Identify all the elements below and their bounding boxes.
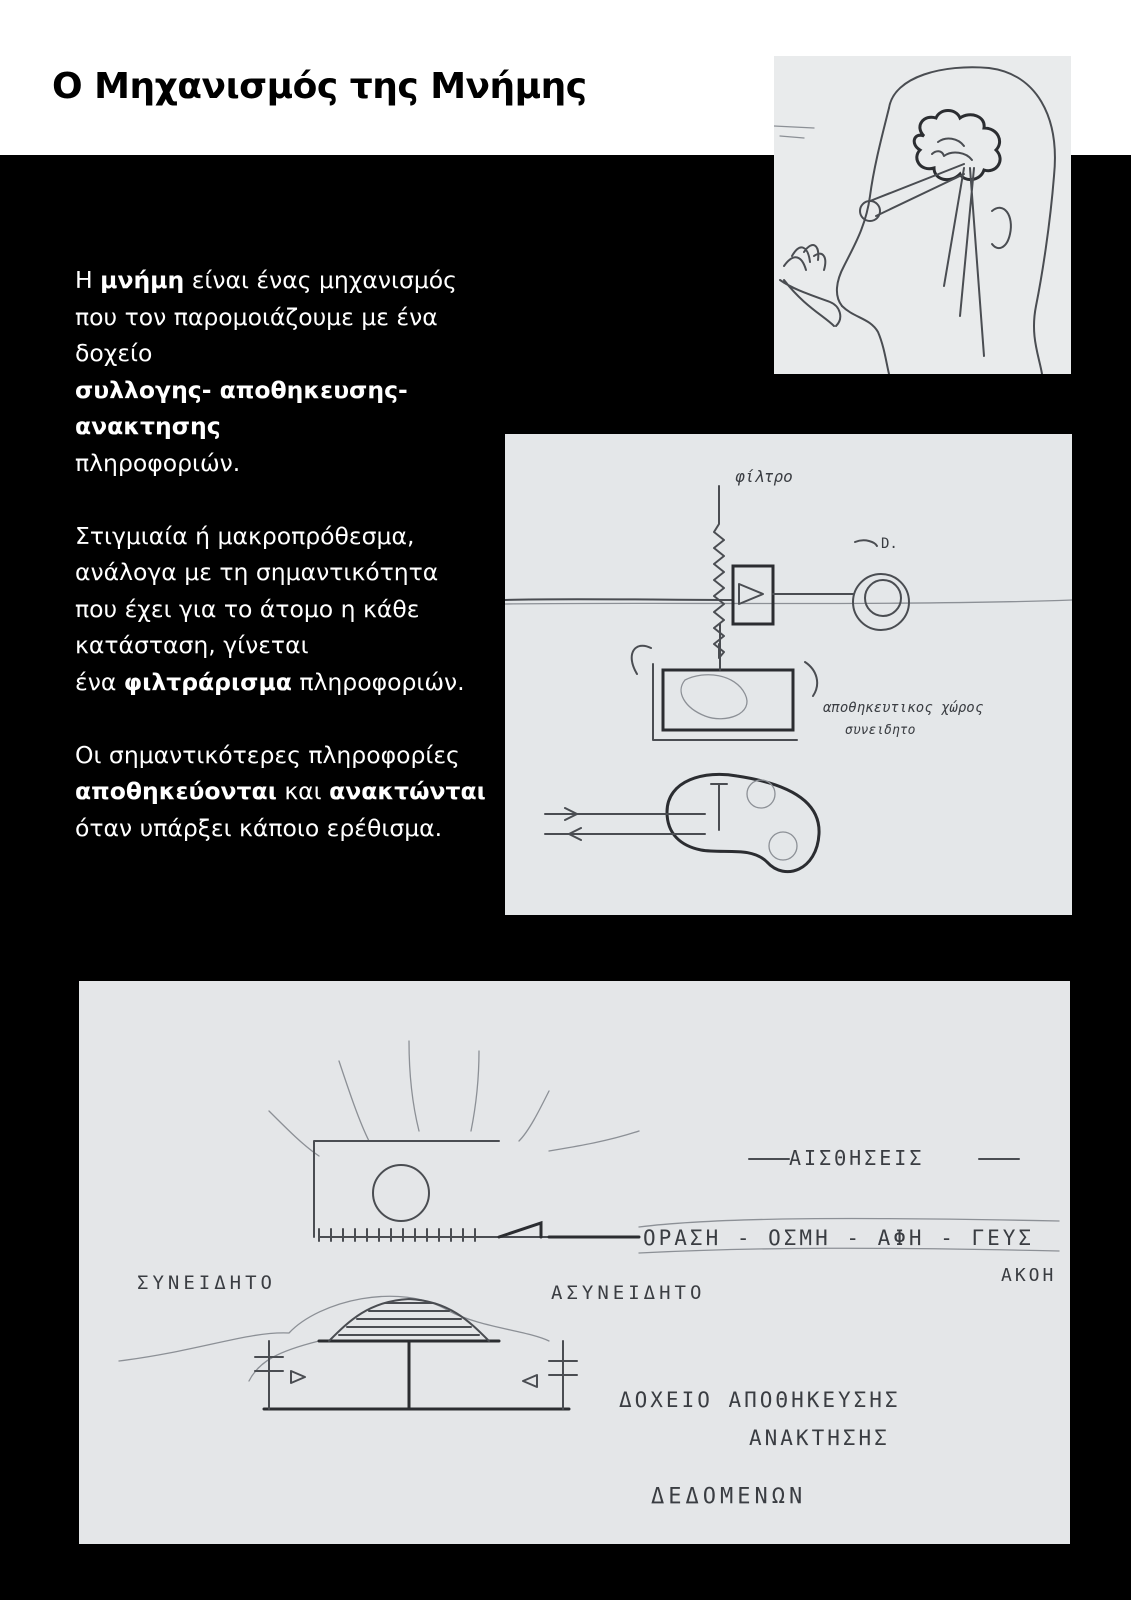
paragraph-2 (75, 518, 495, 701)
container-drawing (79, 981, 1070, 1544)
storage-label-1: αποθηκευτικος χώρος (823, 700, 984, 716)
p2-line-1: Στιγμιαία ή μακροπρόθεσμα, (75, 521, 415, 550)
keyword-stored: αποθηκεύονται (75, 777, 277, 805)
head-brain-sketch (774, 56, 1071, 374)
body-text (75, 262, 495, 883)
filter-drawing (505, 434, 1072, 915)
paragraph-3 (75, 737, 495, 847)
p3-l2-text-b: και (276, 777, 330, 805)
p2-line-3: που έχει για το άτομο η κάθε (75, 594, 420, 623)
keyword-memory: μνήμη (100, 266, 185, 294)
container-sketch (79, 981, 1070, 1544)
filter-sketch (505, 434, 1072, 915)
senses-label: ΑΙΣΘΗΣΕΙΣ (789, 1146, 925, 1170)
p2-line-4: κατάσταση, γίνεται (75, 631, 309, 659)
page-title: Ο Μηχανισμός της Μνήμης (52, 66, 587, 107)
paragraph-1 (75, 262, 495, 481)
keyword-filtering: φιλτράρισμα (123, 667, 292, 696)
p1-line-4-bold: συλλογης- αποθηκευσης- (75, 375, 408, 404)
p3-line-1: Οι σημαντικότερες πληροφορίες (75, 740, 460, 769)
p1-line-1 (75, 262, 495, 299)
unconscious-label: ΑΣΥΝΕΙΔΗΤΟ (551, 1282, 706, 1304)
p3-line-3: όταν υπάρξει κάποιο ερέθισμα. (75, 813, 443, 842)
conscious-label: ΣΥΝΕΙΔΗΤΟ (137, 1272, 276, 1294)
p2-line-2: ανάλογα με τη σημαντικότητα (75, 558, 439, 586)
hearing-label: ΑΚΟΗ (1001, 1265, 1057, 1286)
storage-label-2: συνειδητο (845, 723, 916, 738)
p1-l1-text-c: είναι ένας μηχανισμός (184, 266, 457, 294)
p2-l5-text-a: ένα (75, 667, 124, 696)
data-label: ΔΕΔΟΜΕΝΩΝ (651, 1484, 807, 1509)
container-label-2: ΑΝΑΚΤΗΣΗΣ (749, 1426, 890, 1450)
senses-list-label: ΟΡΑΣΗ - ΟΣΜΗ - ΑΦΗ - ΓΕΥΣ (643, 1226, 1035, 1250)
p1-line-3: δοχείο (75, 339, 153, 367)
p1-line-6: πληροφοριών. (75, 448, 241, 477)
filter-label: φίλτρο (735, 467, 793, 486)
p1-line-2: που τον παρομοιάζουμε με ένα (75, 302, 438, 331)
p1-line-5-bold: ανακτησης (75, 412, 221, 440)
p2-line-5 (75, 664, 495, 701)
head-brain-drawing (774, 56, 1071, 374)
p2-l5-text-c: πληροφοριών. (291, 667, 465, 696)
container-label-1: ΔΟΧΕΙΟ ΑΠΟΘΗΚΕΥΣΗΣ (619, 1388, 901, 1412)
p1-l1-text-a: Η (75, 266, 101, 294)
keyword-retrieved: ανακτώνται (329, 777, 486, 805)
p3-line-2 (75, 773, 495, 810)
d-label: D. (881, 536, 898, 552)
